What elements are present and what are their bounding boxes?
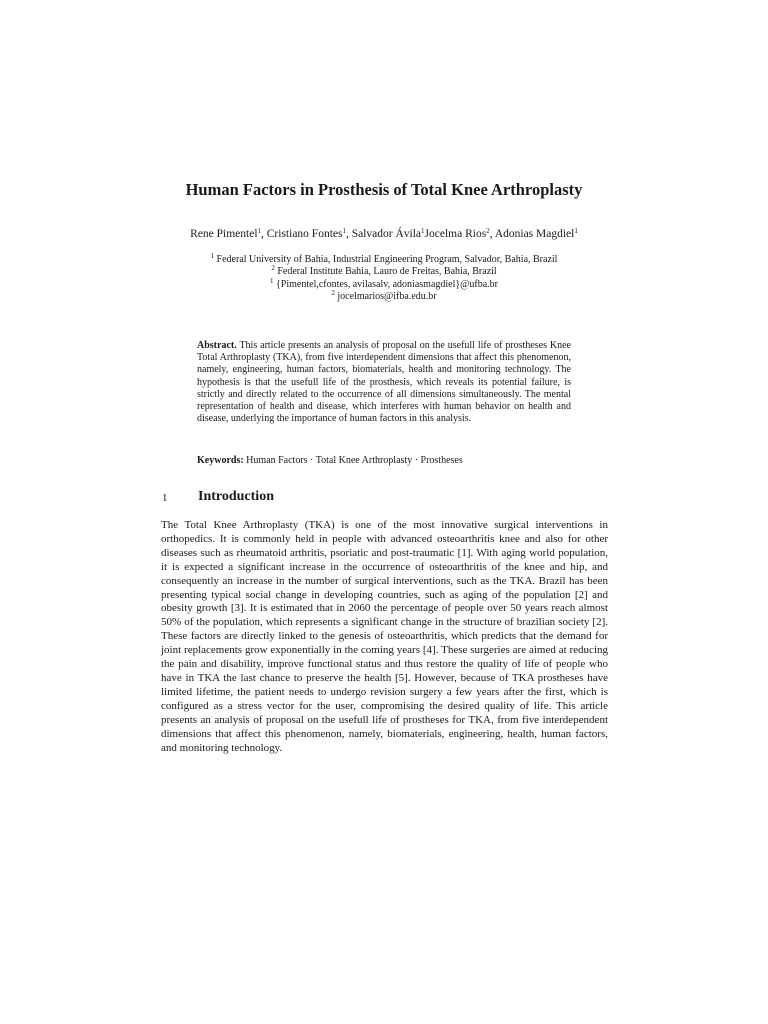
introduction-paragraph: The Total Knee Arthroplasty (TKA) is one of the most innovative surgical interventions in orthopedics. It is commonly held in people with advanced osteoarthritis knee and also for other diseases such as rheumatoid arthritis, psoriatic and post-traumatic [1]. With aging world population, it is expected a significant increase in the occurrence of osteoarthritis of the knee and hip, and consequently an increase in the number of surgical interventions, such as the TKA. Brazil has been presenting typical social change in developing countries, such as aging of the population [2] and obesity growth [3]. It is estimated that in 2060 the percentage of people over 50 years reach almost 50% of the population, which represents a significant change in the structure of brazilian society [2]. These factors are directly linked to the genesis of osteoarthritis, which predicts that the demand for joint replacements grow exponentially in the coming years [4]. These surgeries are aimed at reducing the pain and disability, improve functional status and thus restore the quality of life of people who have in TKA the last chance to preserve the health [5]. However, because of TKA prostheses have limited lifetime, the patient needs to undergo revision surgery a few years after the first, which is configured as a stress vector for the user, compromising the desired quality of life. This article presents an analysis of proposal on the usefull life of prostheses for TKA, from five interdependent dimensions that affect this phenomenon, namely, biomaterials, engineering, health, human factors, and monitoring technology. bbox=[161, 519, 608, 754]
section-number: 1 bbox=[162, 492, 168, 504]
keywords-label: Keywords: bbox=[197, 455, 244, 466]
author-name: Adonias Magdiel bbox=[494, 228, 575, 240]
author-list: Rene Pimentel$^1$, Cristiano Fontes$^1$, Salvador Ávila$^1$Jocelma Rios$^2$, Adonias Magdiel$^1$ bbox=[190, 227, 578, 240]
paper-title: Human Factors in Prosthesis of Total Knee Arthroplasty bbox=[185, 180, 583, 199]
affiliation-email: jocelmarios@ifba.edu.br bbox=[337, 291, 437, 302]
keywords-text: Human Factors · Total Knee Arthroplasty · Prostheses bbox=[246, 455, 463, 466]
abstract-text: This article presents an analysis of proposal on the usefull life of prostheses Knee Total Arthroplasty (TKA), from five interdependent dimensions that affect this phenomenon, namely, engineering, human factors, biomaterials, health and monitoring technology. The hypothesis is that the usefull life of the prosthesis, which reveals its potential failure, is strictly and directly related to the occurrence of all dimensions simultaneously. The mental representation of health and disease, which interferes with human behavior on health and disease, underlying the importance of human factors in this analysis. bbox=[197, 340, 571, 425]
affiliation-mark: 2 bbox=[331, 289, 335, 297]
section-heading: Introduction bbox=[198, 489, 274, 504]
author-name: Cristiano Fontes bbox=[266, 228, 343, 240]
affiliation-line bbox=[0, 279, 768, 291]
affiliation-line bbox=[0, 254, 768, 266]
author-affiliation-mark: 1 bbox=[342, 227, 346, 235]
affiliation-line bbox=[0, 266, 768, 278]
author-affiliation-mark: 1 bbox=[574, 227, 578, 235]
affiliation-text: Federal Institute Bahia, Lauro de Freitas, Bahia, Brazil bbox=[277, 266, 497, 277]
affiliation-text: Federal University of Bahia, Industrial Engineering Program, Salvador, Bahia, Brazil bbox=[216, 254, 558, 265]
affiliation-mark: 2 bbox=[271, 264, 275, 272]
abstract-block bbox=[197, 340, 571, 425]
affiliation-line bbox=[0, 291, 768, 303]
affiliation-mark: 1 bbox=[270, 277, 274, 285]
author-name: Jocelma Rios bbox=[424, 228, 487, 240]
author-name: Salvador Ávila bbox=[351, 228, 422, 240]
affiliation-mark: 1 bbox=[210, 252, 215, 260]
affiliation-email: {Pimentel,cfontes, avilasalv, adoniasmagdiel}@ufba.br bbox=[276, 279, 498, 290]
author-affiliation-mark: 1 bbox=[421, 227, 425, 235]
abstract-label: Abstract. bbox=[197, 340, 237, 351]
author-name: Rene Pimentel bbox=[190, 228, 258, 240]
author-affiliation-mark: 1 bbox=[257, 227, 262, 235]
author-affiliation-mark: 2 bbox=[486, 227, 490, 235]
keywords-block bbox=[197, 455, 571, 466]
